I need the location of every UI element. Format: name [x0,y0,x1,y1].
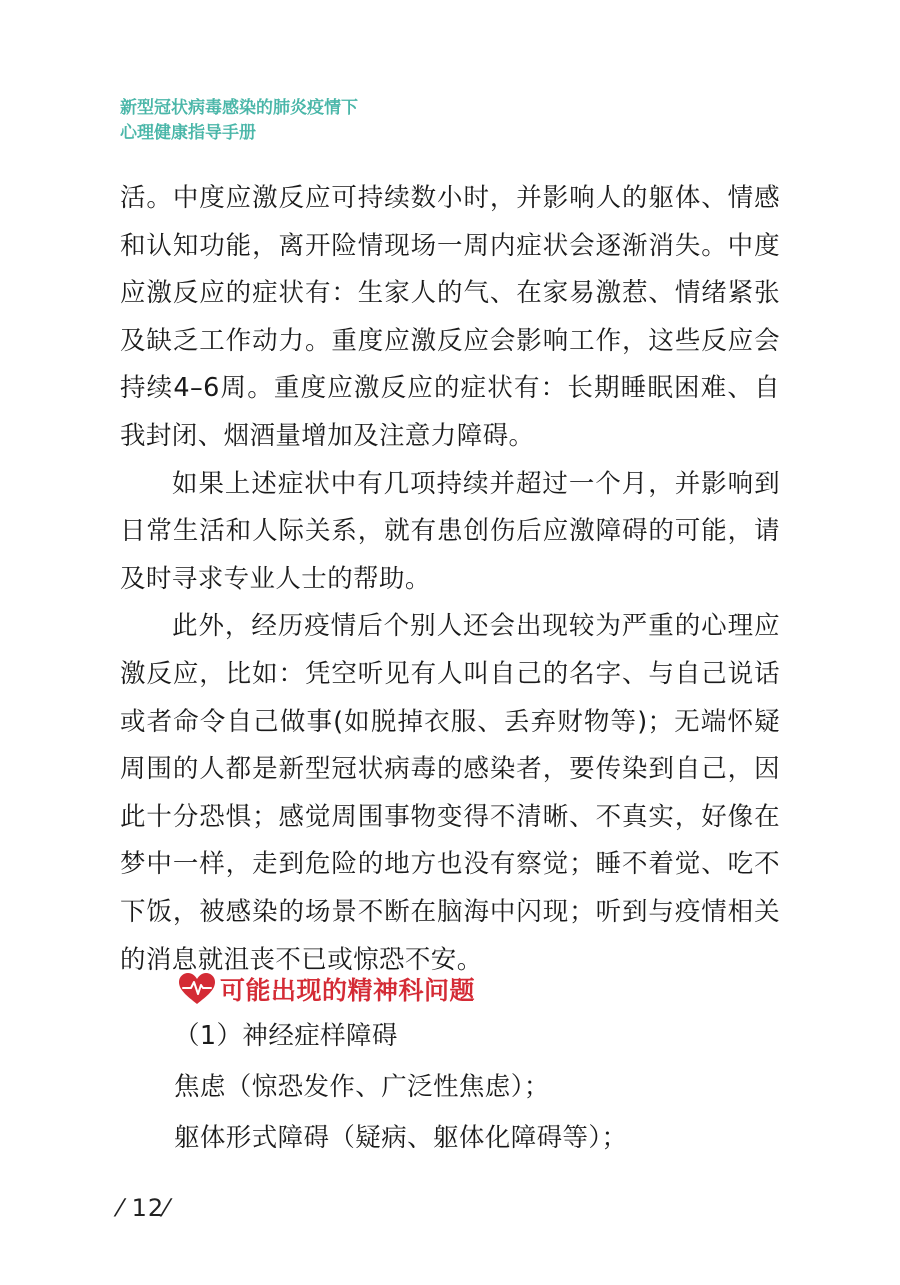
header-title-line2: 心理健康指导手册 [120,123,256,143]
list-item: 躯体形式障碍（疑病、躯体化障碍等）； [174,1123,628,1153]
section-title: 可能出现的精神科问题 [220,976,476,1005]
paragraph-severe-reactions: 此外，经历疫情后个别人还会出现较为严重的心理应激反应，比如：凭空听见有人叫自己的名字、与自己说话或者命令自己做事(如脱掉衣服、丢弃财物等)；无端怀疑周围的人都是新型冠状病毒的感染者，要传染到自己，因此十分恐惧；感觉周围事物变得不清晰、不真实，好像在梦中一样，走到危险的地方也没有察觉；睡不着觉、吃不下饭，被感染的场景不断在脑海中闪现；听到与疫情相关的消息就沮丧不已或惊恐不安。 [120,611,780,975]
heart-pulse-icon [178,972,216,1006]
disorder-list [174,1011,627,1164]
list-item: （1）神经症样障碍 [174,1021,398,1051]
section-heading [178,966,475,1012]
body-text [120,175,780,984]
paragraph-ptsd-advice: 如果上述症状中有几项持续并超过一个月，并影响到日常生活和人际关系，就有患创伤后应激障碍的可能，请及时寻求专业人士的帮助。 [120,468,780,594]
running-header [120,96,358,146]
header-title-line1: 新型冠状病毒感染的肺炎疫情下 [120,98,358,118]
paragraph-continued: 活。中度应激反应可持续数小时，并影响人的躯体、情感和认知功能，离开险情现场一周内症状会逐渐消失。中度应激反应的症状有：生家人的气、在家易激惹、情绪紧张及缺乏工作动力。重度应激反应会影响工作，这些反应会持续4–6周。重度应激反应的症状有：长期睡眠困难、自我封闭、烟酒量增加及注意力障碍。 [120,183,780,451]
list-item: 焦虑（惊恐发作、广泛性焦虑）； [174,1072,550,1102]
page-number: ⁄ 12⁄ [118,1194,170,1222]
